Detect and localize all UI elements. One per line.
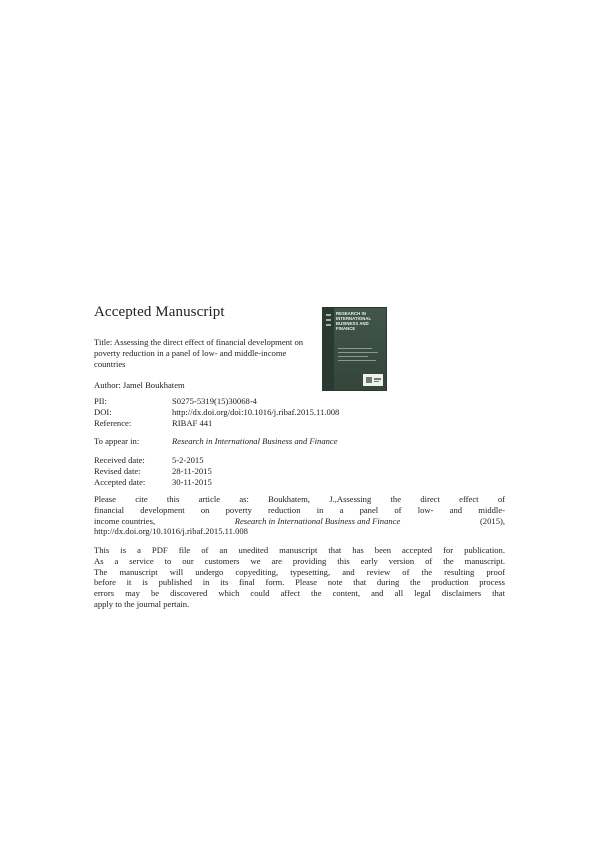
journal-name: Research in International Business and Finance — [172, 436, 338, 446]
cover-text-lines — [338, 348, 380, 364]
citation-line: financial development on poverty reduction in a panel of low- and middle- — [94, 504, 505, 515]
page-heading: Accepted Manuscript — [94, 304, 225, 320]
publisher-logo-icon — [363, 374, 383, 386]
disclaimer-line: As a service to our customers we are providing this early version of the manuscript. — [94, 555, 505, 566]
doi-link[interactable]: http://dx.doi.org/doi:10.1016/j.ribaf.2015.11.008 — [172, 407, 340, 417]
author-line: Author: Jamel Boukhatem — [94, 380, 185, 390]
citation-text: income countries, — [94, 515, 156, 526]
reference-label: Reference: — [94, 418, 132, 428]
accepted-date: 30-11-2015 — [172, 477, 212, 487]
journal-cover-thumbnail — [323, 308, 386, 390]
citation-line — [94, 516, 505, 527]
cover-spine — [323, 308, 334, 390]
citation-journal: Research in International Business and Finance — [234, 515, 401, 526]
citation-paragraph — [94, 494, 505, 537]
citation-year: (2015), — [479, 515, 505, 526]
pii-label: PII: — [94, 396, 107, 406]
received-label: Received date: — [94, 455, 145, 465]
disclaimer-line: apply to the journal pertain. — [94, 598, 190, 609]
doi-label: DOI: — [94, 407, 112, 417]
revised-label: Revised date: — [94, 466, 141, 476]
pii-value: S0275-5319(15)30068-4 — [172, 396, 257, 406]
title-line: countries — [94, 358, 126, 369]
citation-doi-link[interactable]: http://dx.doi.org/10.1016/j.ribaf.2015.11.008 — [94, 526, 248, 537]
received-date: 5-2-2015 — [172, 455, 204, 465]
disclaimer-line: errors may be discovered which could affect the content, and all legal disclaimers that — [94, 588, 505, 599]
title-line: Title: Assessing the direct effect of financial development on — [94, 337, 304, 347]
cover-title: RESEARCH IN INTERNATIONAL BUSINESS AND FINANCE — [336, 311, 372, 331]
article-title — [94, 337, 309, 369]
citation-line: Please cite this article as: Boukhatem, J.,Assessing the direct effect of — [94, 494, 505, 504]
accepted-label: Accepted date: — [94, 477, 146, 487]
title-line: poverty reduction in a panel of low- and middle-income — [94, 347, 287, 358]
appear-label: To appear in: — [94, 436, 140, 446]
reference-value: RIBAF 441 — [172, 418, 213, 428]
revised-date: 28-11-2015 — [172, 466, 212, 476]
disclaimer-line: The manuscript will undergo copyediting, typesetting, and review of the resulting proof — [94, 566, 505, 577]
disclaimer-line: before it is published in its final form. Please note that during the production process — [94, 577, 505, 588]
disclaimer-line: This is a PDF file of an unedited manuscript that has been accepted for publication. — [94, 545, 505, 555]
disclaimer-paragraph — [94, 545, 505, 610]
